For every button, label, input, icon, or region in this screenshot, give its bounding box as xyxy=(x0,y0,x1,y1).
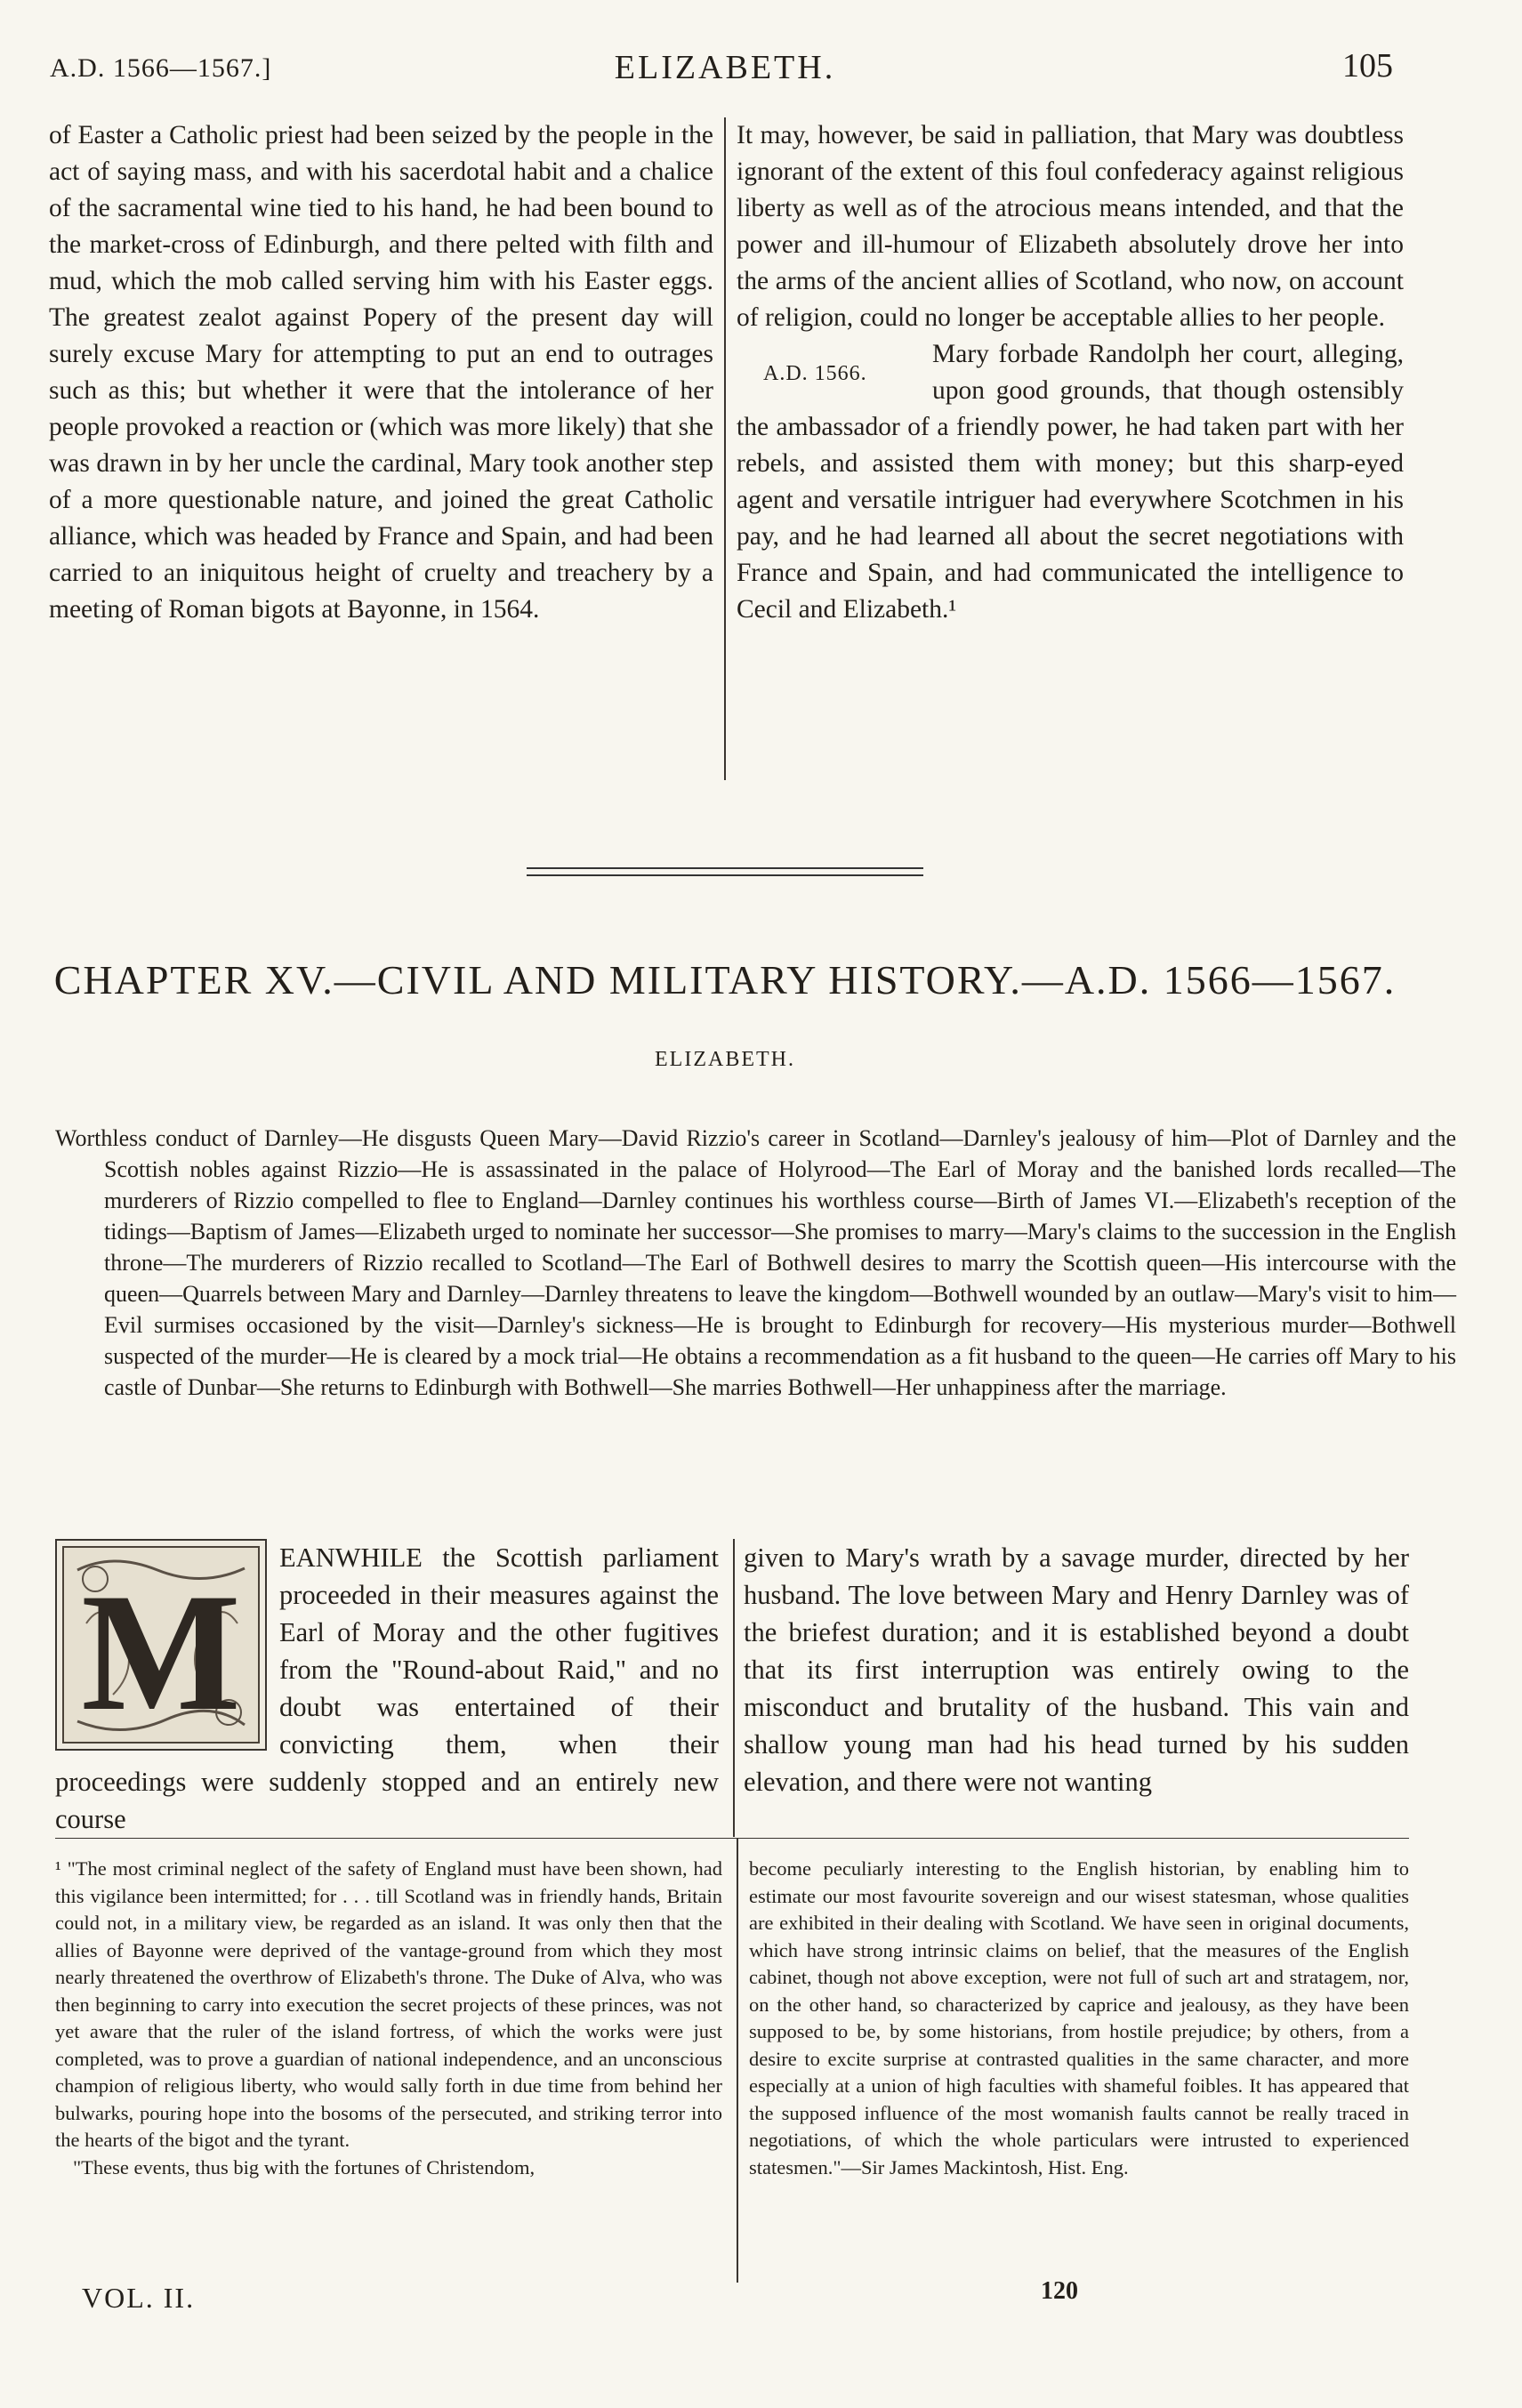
page-number: 105 xyxy=(1342,47,1393,85)
top-left-paragraph: of Easter a Catholic priest had been seized by the people in the act of saying mass, and with his sacerdotal habit and a chalice of the sacramental wine tied to his hand, he had been bound to the market-cross of Edinburgh, and there pelted with filth and mud, which the mob called serving him with his Easter eggs. The greatest zealot against Popery of the present day will surely excuse Mary for attempting to put an end to outrages such as this; but whether it were that the intolerance of her people provoked a reaction or (which was more likely) that she was drawn in by her uncle the cardinal, Mary took another step of a more questionable nature, and joined the great Catholic alliance, which was headed by France and Spain, and had been carried to an iniquitous height of cruelty and treachery by a meeting of Roman bigots at Bayonne, in 1564. xyxy=(49,121,713,624)
drop-cap-illustration xyxy=(60,1543,262,1746)
footnote-column-divider xyxy=(737,1838,738,2283)
drop-cap-letter: M xyxy=(81,1559,241,1746)
body-left-text: EANWHILE the Scottish parliament proceeded in their measures against the Earl of Moray and the other fugitives from the "Round-about Raid," and no doubt was entertained of their convicting them, when their proceedings were suddenly stopped and an entirely new course xyxy=(55,1542,719,1834)
footnote-separator xyxy=(55,1838,1409,1839)
header-title: ELIZABETH. xyxy=(614,49,836,86)
column-divider-body xyxy=(733,1539,735,1837)
top-left-column xyxy=(49,117,713,628)
footnote-paragraph-2: "These events, thus big with the fortunes of Christendom, xyxy=(73,2155,536,2178)
footnote-right-column xyxy=(749,1856,1409,2181)
footnote-paragraph-1: ¹ "The most criminal neglect of the safety of England must have been shown, had this vigilance been intermitted; for . . . till Scotland was in friendly hands, Britain could not, in a military view, be regarded as an island. It was only then that the allies of Bayonne were deprived of the vantage-ground from which they most nearly threatened the overthrow of Elizabeth's throne. The Duke of Alva, who was then beginning to carry into execution the secret projects of these princes, was not yet aware that the ruler of the island fortress, of which the works were just completed, was to prove a guardian of national independence, and an unconscious champion of religious liberty, who would sally forth in due time from behind her bulwarks, pouring hope into the bosoms of the persecuted, and striking terror into the hearts of the bigot and the tyrant. xyxy=(55,1857,722,2151)
chapter-divider-rule xyxy=(527,867,923,876)
column-divider-top xyxy=(724,117,726,780)
chapter-subtitle: ELIZABETH. xyxy=(655,1048,795,1071)
running-header xyxy=(0,46,1522,91)
chapter-title: CHAPTER XV.—CIVIL AND MILITARY HISTORY.—A.D. 1566—1567. xyxy=(53,957,1397,1003)
sheet-signature: 120 xyxy=(1041,2277,1078,2305)
body-right-column xyxy=(744,1539,1409,1800)
header-date-range: A.D. 1566—1567.] xyxy=(50,53,272,83)
top-right-paragraph-1: It may, however, be said in palliation, that Mary was doubtless ignorant of the extent of this foul confederacy against religious liberty as well as of the atrocious means intended, and that the power and ill-humour of Elizabeth absolutely drove her into the arms of the ancient allies of Scotland, who now, on account of religion, could no longer be acceptable allies to her people. xyxy=(737,121,1404,332)
top-right-column xyxy=(737,117,1404,628)
ornamental-drop-cap xyxy=(55,1539,267,1751)
top-right-paragraph-2: Mary forbade Randolph her court, alleging, upon good grounds, that though ostensibly the ambassador of a friendly power, he had taken part with her rebels, and assisted them with money; but this sharp-eyed agent and versatile intriguer had everywhere Scotchmen in his pay, and he had learned all about the secret negotiations with France and Spain, and had communicated the intelligence to Cecil and Elizabeth.¹ xyxy=(737,340,1404,624)
body-right-text: given to Mary's wrath by a savage murder, directed by her husband. The love between Mary and Henry Darnley was of the briefest duration; and it is established beyond a doubt that its first interruption was entirely owing to the misconduct and brutality of the husband. This vain and shallow young man had his head turned by his sudden elevation, and there were not wanting xyxy=(744,1542,1409,1797)
margin-date-note: A.D. 1566. xyxy=(763,362,867,385)
chapter-summary: Worthless conduct of Darnley—He disgusts Queen Mary—David Rizzio's career in Scotland—Darnley's jealousy of him—Plot of Darnley and the Scottish nobles against Rizzio—He is assassinated in the palace of Holyrood—The Earl of Moray and the banished lords recalled—The murderers of Rizzio compelled to flee to England—Darnley continues his worthless course—Birth of James VI.—Elizabeth's reception of the tidings—Baptism of James—Elizabeth urged to nominate her successor—She promises to marry—Mary's claims to the succession in the English throne—The murderers of Rizzio recalled to Scotland—The Earl of Bothwell desires to marry the Scottish queen—His intercourse with the queen—Quarrels between Mary and Darnley—Darnley threatens to leave the kingdom—Bothwell wounded by an outlaw—Mary's visit to him—Evil surmises occasioned by the visit—Darnley's sickness—He is brought to Edinburgh for recovery—His mysterious murder—Bothwell suspected of the murder—He is cleared by a mock trial—He obtains a recommendation as a fit husband to the queen—He carries off Mary to his castle of Dunbar—She returns to Edinburgh with Bothwell—She marries Bothwell—Her unhappiness after the marriage. xyxy=(55,1125,1456,1400)
footnote-left-column xyxy=(55,1856,722,2181)
volume-signature: VOL. II. xyxy=(82,2282,196,2314)
body-left-column xyxy=(55,1539,719,1838)
footnote-continuation: become peculiarly interesting to the English historian, by enabling him to estimate our most favourite sovereign and our wisest statesman, whose qualities are exhibited in their dealing with Scotland. We have seen in original documents, which have strong intrinsic claims on belief, that the measures of the English cabinet, though not above exception, were not full of such art and stratagem, nor, on the other hand, so characterized by caprice and jealousy, as they have been supposed to be, by some historians, from hostile prejudice; by others, from a desire to excite surprise at contrasted qualities in the same character, and more especially at a union of high faculties with shameful foibles. It has appeared that the supposed influence of the most womanish faults cannot be really traced in negotiations, of which the whole particulars were intrusted to experienced statesmen."—Sir James Mackintosh, Hist. Eng. xyxy=(749,1857,1409,2178)
